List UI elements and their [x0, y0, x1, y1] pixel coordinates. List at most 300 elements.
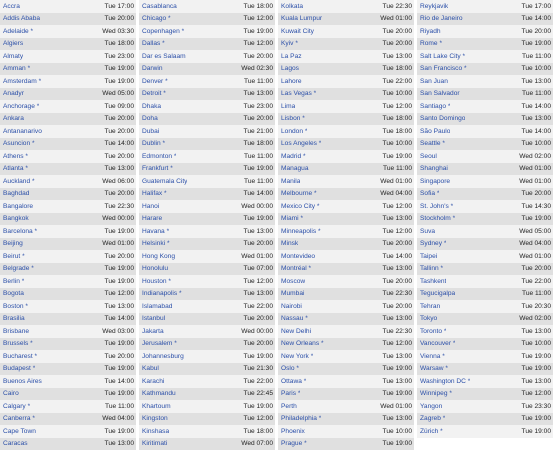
local-time: Tue 19:00 [521, 215, 551, 223]
city-row [139, 188, 275, 201]
local-time: Tue 17:00 [104, 2, 134, 10]
city-link[interactable] [420, 428, 443, 435]
city-row [417, 75, 553, 88]
city-name: Tokyo [420, 315, 438, 323]
local-time: Tue 19:00 [382, 152, 412, 160]
city-link[interactable] [281, 390, 300, 397]
city-row [139, 288, 275, 301]
city-link[interactable] [3, 165, 28, 172]
city-link[interactable] [420, 65, 467, 72]
city-name: Dhaka [142, 102, 162, 110]
city-link[interactable] [3, 178, 35, 185]
city-name: Anchorage [3, 102, 35, 110]
city-link[interactable] [142, 78, 168, 85]
city-link[interactable] [3, 40, 23, 47]
city-row [139, 138, 275, 151]
city-name: Dar es Salaam [142, 52, 186, 60]
city-link[interactable] [3, 215, 29, 222]
city-link[interactable] [420, 265, 443, 272]
city-link[interactable] [3, 403, 30, 410]
city-row [417, 63, 553, 76]
local-time: Tue 20:00 [382, 27, 412, 35]
city-name: Minsk [281, 240, 299, 248]
city-link[interactable] [142, 203, 159, 210]
city-link[interactable] [281, 378, 306, 385]
city-link[interactable] [420, 278, 446, 285]
city-link[interactable] [281, 353, 313, 360]
local-time: Tue 10:00 [521, 65, 551, 73]
city-link[interactable] [420, 3, 448, 10]
city-row [139, 50, 275, 63]
city-name: Minneapolis [281, 227, 317, 235]
city-link[interactable] [142, 190, 167, 197]
city-link[interactable] [3, 240, 23, 247]
city-row [0, 413, 136, 426]
city-row [278, 400, 414, 413]
city-name: Chicago [142, 15, 167, 23]
city-link[interactable] [3, 190, 29, 197]
city-link[interactable] [281, 40, 298, 47]
city-link[interactable] [142, 328, 164, 335]
city-link[interactable] [420, 240, 446, 247]
city-name: Amsterdam [3, 77, 37, 85]
city-link[interactable] [420, 215, 455, 222]
dst-marker: * [34, 352, 38, 360]
city-link[interactable] [3, 140, 35, 147]
city-link[interactable] [281, 415, 321, 422]
city-name: Lahore [281, 77, 302, 85]
city-row [0, 125, 136, 138]
city-name: Bangalore [3, 202, 34, 210]
city-name: Kingston [142, 415, 168, 423]
local-time: Tue 13:00 [243, 227, 273, 235]
city-row [417, 175, 553, 188]
local-time: Tue 20:00 [243, 52, 273, 60]
city-link[interactable] [281, 90, 316, 97]
city-row [0, 200, 136, 213]
city-link[interactable] [3, 65, 30, 72]
city-row [417, 0, 553, 13]
local-time: Tue 20:00 [243, 340, 273, 348]
local-time: Tue 20:00 [521, 265, 551, 273]
city-name: Toronto [420, 327, 442, 335]
city-link[interactable] [281, 65, 299, 72]
city-name: New Orleans [281, 340, 320, 348]
local-time: Tue 12:00 [382, 102, 412, 110]
city-link[interactable] [281, 78, 302, 85]
local-time: Tue 13:00 [382, 315, 412, 323]
city-link[interactable] [3, 28, 33, 35]
city-row [139, 38, 275, 51]
city-name: Dallas [142, 40, 161, 48]
city-link[interactable] [3, 415, 35, 422]
local-time: Wed 07:00 [241, 440, 273, 448]
city-name: Bangkok [3, 215, 29, 223]
city-link[interactable] [281, 278, 305, 285]
city-name: Casablanca [142, 2, 177, 10]
city-link[interactable] [281, 440, 307, 447]
city-name: Madrid [281, 152, 302, 160]
city-link[interactable] [420, 28, 441, 35]
local-time: Wed 06:00 [102, 177, 134, 185]
city-link[interactable] [142, 215, 162, 222]
city-name: Shanghai [420, 165, 448, 173]
city-name: Dublin [142, 140, 161, 148]
dst-marker: * [174, 340, 177, 348]
dst-marker: * [440, 265, 444, 273]
city-link[interactable] [281, 265, 311, 272]
city-row [0, 438, 136, 450]
local-time: Tue 12:00 [382, 227, 412, 235]
dst-marker: * [320, 340, 324, 348]
city-row [417, 13, 553, 26]
city-link[interactable] [420, 90, 460, 97]
city-link[interactable] [420, 153, 437, 160]
city-link[interactable] [420, 40, 442, 47]
city-link[interactable] [281, 365, 299, 372]
city-link[interactable] [420, 78, 448, 85]
city-link[interactable] [281, 203, 320, 210]
dst-marker: * [442, 140, 445, 148]
city-name: Managua [281, 165, 309, 173]
city-link[interactable] [420, 403, 442, 410]
city-name: Harare [142, 215, 163, 223]
city-link[interactable] [142, 28, 184, 35]
city-name: Brisbane [3, 327, 30, 335]
dst-marker: * [445, 365, 448, 373]
city-link[interactable] [142, 53, 186, 60]
city-link[interactable] [3, 53, 23, 60]
city-link[interactable] [142, 378, 164, 385]
city-link[interactable] [281, 303, 302, 310]
city-link[interactable] [281, 128, 307, 135]
local-time: Wed 03:00 [102, 327, 134, 335]
city-link[interactable] [3, 203, 33, 210]
city-name: Singapore [420, 177, 451, 185]
local-time: Tue 20:00 [104, 352, 134, 360]
dst-marker: * [443, 327, 447, 335]
city-row [278, 200, 414, 213]
local-time: Tue 12:00 [243, 415, 273, 423]
city-row [278, 175, 414, 188]
city-row [139, 250, 275, 263]
city-row [139, 225, 275, 238]
city-link[interactable] [420, 178, 450, 185]
city-name: Addis Ababa [3, 15, 41, 23]
dst-marker: * [31, 177, 35, 185]
city-link[interactable] [142, 440, 167, 447]
city-name: Kyiv [281, 40, 294, 48]
city-link[interactable] [142, 90, 166, 97]
local-time: Tue 12:00 [104, 290, 134, 298]
city-row [139, 325, 275, 338]
city-link[interactable] [281, 178, 300, 185]
city-link[interactable] [420, 128, 450, 135]
city-link[interactable] [3, 278, 24, 285]
local-time: Tue 20:00 [104, 15, 134, 23]
city-link[interactable] [142, 65, 163, 72]
local-time: Tue 23:30 [521, 402, 551, 410]
city-row [0, 388, 136, 401]
city-link[interactable] [281, 290, 304, 297]
local-time: Tue 20:00 [243, 240, 273, 248]
city-name: Prague [281, 440, 303, 448]
city-link[interactable] [142, 253, 175, 260]
city-name: Calgary [3, 402, 26, 410]
city-row [139, 413, 275, 426]
local-time: Tue 19:00 [104, 277, 134, 285]
city-link[interactable] [3, 340, 33, 347]
city-link[interactable] [281, 215, 303, 222]
city-link[interactable] [142, 290, 182, 297]
city-link[interactable] [3, 353, 37, 360]
city-name: Ankara [3, 115, 24, 123]
city-name: Ottawa [281, 377, 302, 385]
city-link[interactable] [281, 165, 309, 172]
city-link[interactable] [142, 365, 159, 372]
local-time: Wed 02:00 [519, 152, 551, 160]
city-link[interactable] [3, 253, 25, 260]
city-link[interactable] [281, 28, 314, 35]
dst-marker: * [442, 352, 445, 360]
city-name: Warsaw [420, 365, 444, 373]
city-name: Almaty [3, 52, 24, 60]
city-row [139, 238, 275, 251]
city-name: Havana [142, 227, 165, 235]
city-row [278, 238, 414, 251]
local-time: Tue 10:00 [521, 340, 551, 348]
city-row [0, 38, 136, 51]
city-row [417, 225, 553, 238]
city-link[interactable] [142, 15, 171, 22]
city-link[interactable] [281, 328, 311, 335]
city-row [0, 313, 136, 326]
city-name: Washington DC [420, 377, 466, 385]
city-link[interactable] [142, 128, 159, 135]
city-name: Mumbai [281, 290, 305, 298]
dst-marker: * [31, 140, 35, 148]
city-link[interactable] [142, 428, 169, 435]
city-link[interactable] [142, 390, 176, 397]
city-row [139, 163, 275, 176]
city-row [139, 200, 275, 213]
city-link[interactable] [3, 315, 25, 322]
city-link[interactable] [281, 340, 324, 347]
local-time: Tue 19:00 [243, 352, 273, 360]
dst-marker: * [38, 77, 42, 85]
city-row [0, 138, 136, 151]
city-link[interactable] [420, 353, 445, 360]
city-row [139, 425, 275, 438]
city-row [278, 13, 414, 26]
local-time: Tue 11:00 [244, 177, 273, 185]
local-time: Tue 13:00 [104, 302, 134, 310]
city-row [0, 25, 136, 38]
city-link[interactable] [281, 253, 315, 260]
city-row [417, 200, 553, 213]
city-row [417, 350, 553, 363]
city-link[interactable] [142, 3, 177, 10]
city-row [278, 350, 414, 363]
local-time: Tue 13:00 [521, 327, 551, 335]
city-link[interactable] [281, 115, 305, 122]
city-link[interactable] [3, 128, 42, 135]
city-link[interactable] [420, 340, 455, 347]
city-link[interactable] [3, 328, 29, 335]
city-link[interactable] [3, 15, 40, 22]
city-link[interactable] [3, 290, 24, 297]
city-link[interactable] [142, 115, 158, 122]
city-row [139, 150, 275, 163]
city-link[interactable] [142, 103, 161, 110]
city-link[interactable] [281, 315, 308, 322]
city-name: Stockholm [420, 215, 451, 223]
dst-marker: * [34, 227, 38, 235]
city-row [278, 63, 414, 76]
city-link[interactable] [281, 103, 295, 110]
dst-marker: * [447, 102, 451, 110]
city-link[interactable] [420, 328, 446, 335]
city-link[interactable] [142, 403, 171, 410]
city-row [0, 175, 136, 188]
dst-marker: * [310, 352, 314, 360]
city-row [278, 75, 414, 88]
city-link[interactable] [142, 40, 165, 47]
local-time: Tue 20:00 [382, 277, 412, 285]
city-row [278, 25, 414, 38]
local-time: Tue 14:00 [521, 127, 551, 135]
city-link[interactable] [142, 240, 170, 247]
city-link[interactable] [420, 315, 437, 322]
city-link[interactable] [420, 303, 440, 310]
city-name: Tallinn [420, 265, 439, 273]
city-link[interactable] [3, 365, 35, 372]
city-link[interactable] [420, 103, 450, 110]
city-link[interactable] [420, 290, 455, 297]
city-link[interactable] [281, 240, 298, 247]
dst-marker: * [166, 227, 170, 235]
city-link[interactable] [281, 140, 321, 147]
city-link[interactable] [3, 378, 42, 385]
local-time: Tue 10:00 [382, 140, 412, 148]
dst-marker: * [304, 127, 308, 135]
local-time: Tue 20:00 [382, 302, 412, 310]
city-link[interactable] [281, 228, 321, 235]
city-name: Kabul [142, 365, 159, 373]
city-link[interactable] [420, 253, 437, 260]
city-link[interactable] [420, 228, 435, 235]
city-link[interactable] [420, 390, 452, 397]
dst-marker: * [168, 15, 171, 23]
city-link[interactable] [281, 53, 302, 60]
city-name: Istanbul [142, 315, 166, 323]
local-time: Tue 17:00 [521, 2, 551, 10]
city-link[interactable] [3, 115, 24, 122]
local-time: Tue 19:00 [104, 265, 134, 273]
city-link[interactable] [142, 153, 176, 160]
city-link[interactable] [281, 153, 306, 160]
local-time: Tue 20:00 [521, 190, 551, 198]
dst-marker: * [25, 152, 28, 160]
city-link[interactable] [3, 303, 28, 310]
city-name: Karachi [142, 377, 165, 385]
city-link[interactable] [420, 203, 453, 210]
local-time: Wed 01:00 [241, 252, 273, 260]
city-link[interactable] [3, 3, 20, 10]
city-link[interactable] [420, 15, 463, 22]
city-link[interactable] [281, 15, 322, 22]
city-link[interactable] [3, 90, 24, 97]
city-row [278, 388, 414, 401]
local-time: Wed 04:00 [102, 415, 134, 423]
city-link[interactable] [420, 165, 448, 172]
city-link[interactable] [281, 428, 305, 435]
city-row [417, 338, 553, 351]
city-link[interactable] [420, 140, 445, 147]
city-link[interactable] [142, 178, 187, 185]
city-name: Dubai [142, 127, 160, 135]
city-link[interactable] [3, 228, 37, 235]
city-link[interactable] [420, 365, 448, 372]
city-link[interactable] [420, 53, 465, 60]
local-time: Tue 19:00 [382, 440, 412, 448]
city-name: Houston [142, 277, 167, 285]
city-link[interactable] [142, 315, 165, 322]
city-link[interactable] [420, 415, 445, 422]
city-link[interactable] [281, 3, 303, 10]
city-name: Atlanta [3, 165, 24, 173]
city-link[interactable] [142, 340, 177, 347]
city-row [278, 138, 414, 151]
local-time: Wed 02:00 [519, 315, 551, 323]
city-link[interactable] [142, 165, 173, 172]
city-link[interactable] [142, 228, 169, 235]
city-link[interactable] [420, 190, 439, 197]
city-name: Taipei [420, 252, 438, 260]
local-time: Tue 12:00 [382, 202, 412, 210]
city-link[interactable] [142, 303, 172, 310]
city-row [139, 100, 275, 113]
dst-marker: * [436, 190, 440, 198]
city-name: Kathmandu [142, 390, 176, 398]
city-link[interactable] [142, 265, 168, 272]
city-row [0, 250, 136, 263]
local-time: Tue 14:00 [382, 252, 412, 260]
city-name: Algiers [3, 40, 24, 48]
city-link[interactable] [142, 278, 171, 285]
city-name: Phoenix [281, 427, 305, 435]
city-name: Anadyr [3, 90, 24, 98]
local-time: Tue 20:00 [382, 240, 412, 248]
city-link[interactable] [3, 265, 34, 272]
city-link[interactable] [3, 390, 19, 397]
city-link[interactable] [281, 403, 297, 410]
city-link[interactable] [3, 78, 41, 85]
city-link[interactable] [281, 190, 317, 197]
city-link[interactable] [3, 428, 36, 435]
city-name: Santiago [420, 102, 447, 110]
city-link[interactable] [420, 115, 465, 122]
city-row [417, 275, 553, 288]
city-link[interactable] [142, 140, 165, 147]
city-link[interactable] [3, 440, 28, 447]
city-link[interactable] [142, 415, 168, 422]
city-link[interactable] [3, 153, 28, 160]
city-link[interactable] [420, 378, 470, 385]
city-name: Hanoi [142, 202, 160, 210]
city-link[interactable] [142, 353, 184, 360]
city-link[interactable] [3, 103, 39, 110]
